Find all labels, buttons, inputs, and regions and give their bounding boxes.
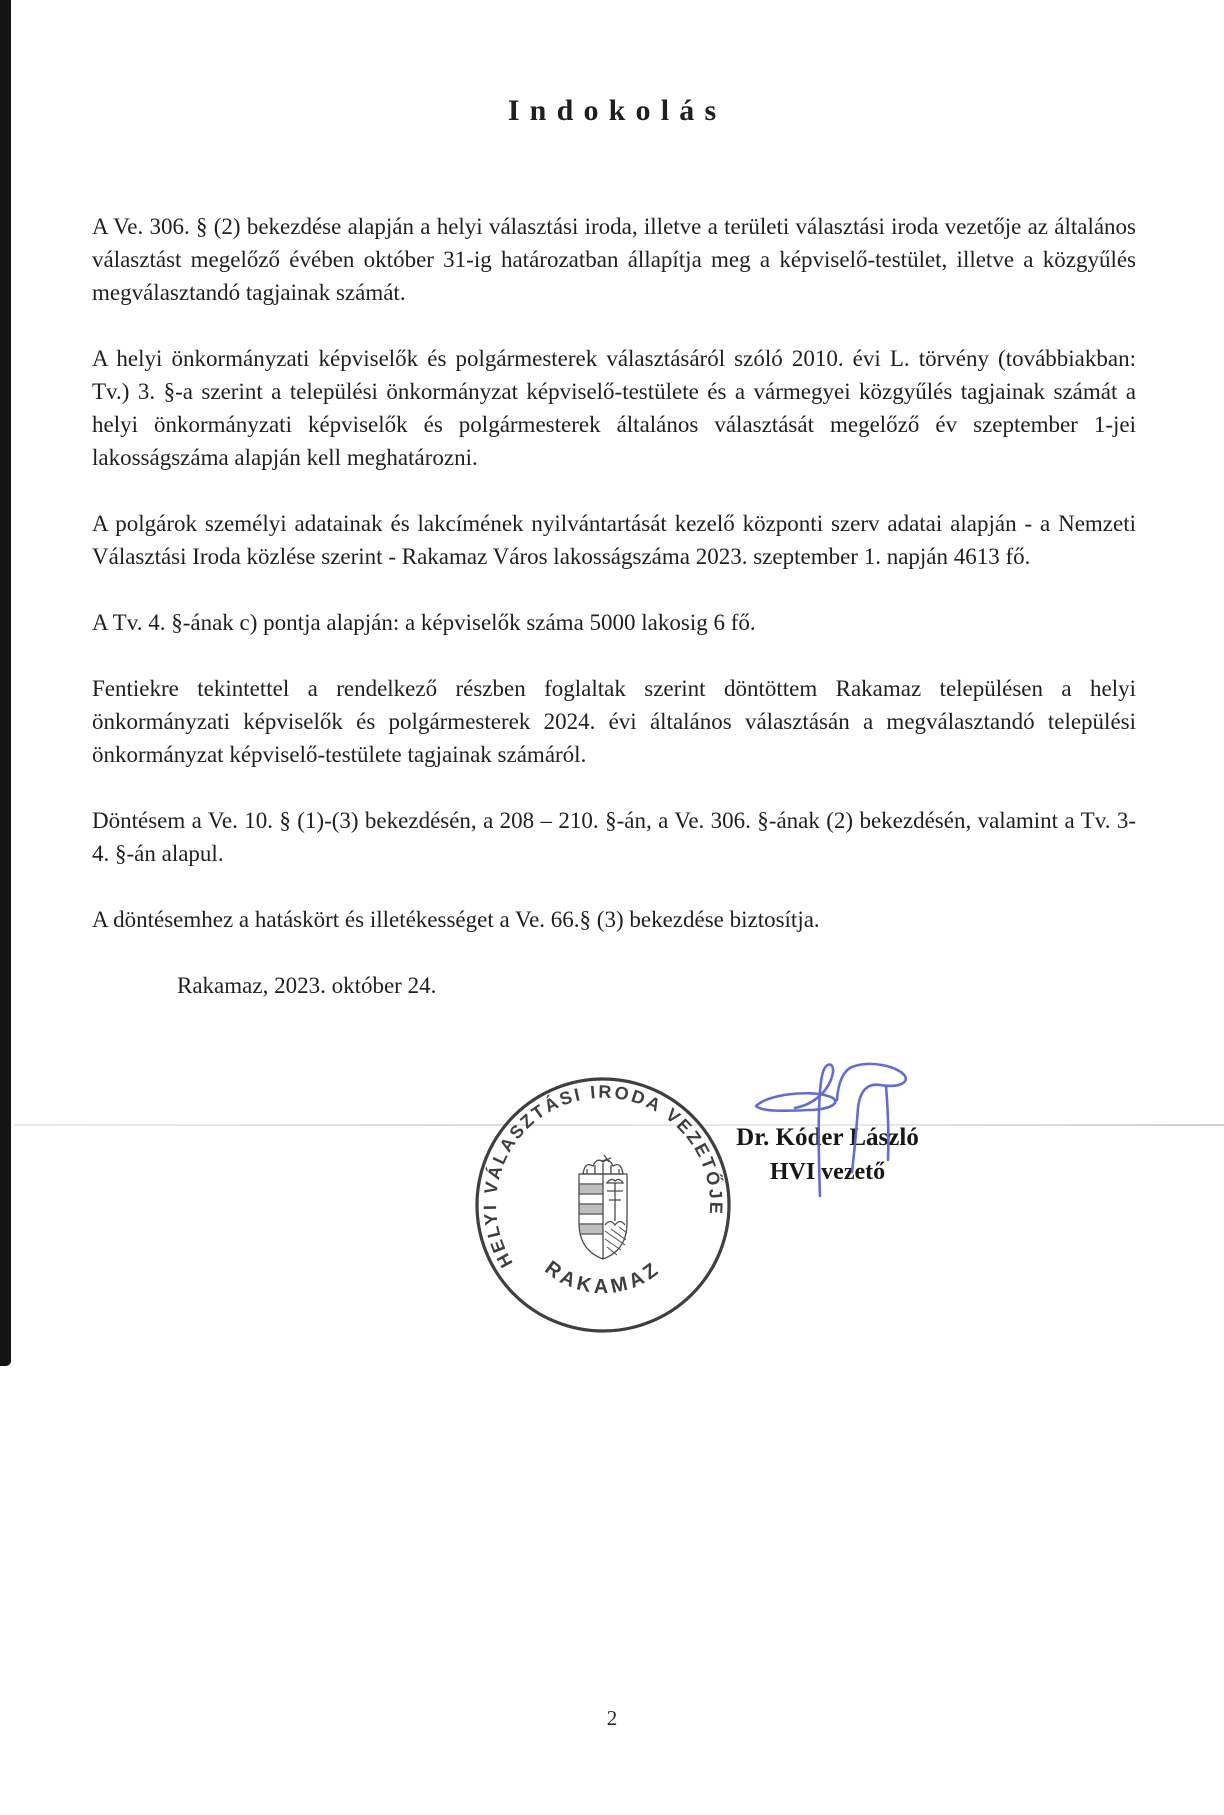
stamp-ring-text: HELYI VÁLASZTÁSI IRODA VEZETŐJE <box>480 1081 727 1272</box>
paragraph: A polgárok személyi adatainak és lakcímének nyilvántartását kezelő központi szerv adatai alapján - a Nemzeti Választási Iroda közlése szerint - Rakamaz Város lakosságszáma 2023. szeptember 1. napján 4613 fő. <box>92 511 1136 569</box>
paragraph: A Ve. 306. § (2) bekezdése alapján a helyi választási iroda, illetve a területi választási iroda vezetője az általános választást megelőző évében október 31-ig határozatban állapítja meg a képviselő-testület, illetve a közgyűlés megválasztandó tagjainak számát. <box>92 214 1136 305</box>
paragraph: A helyi önkormányzati képviselők és polgármesterek választásáról szóló 2010. évi L. törvény (továbbiakban: Tv.) 3. §-a szerint a települési önkormányzat képviselő-testülete és a vármegyei közgyűlés tagjainak számát a helyi önkormányzati képviselők és polgármesterek általános választását megelőző év szeptember 1-jei lakosságszáma alapján kell meghatározni. <box>92 346 1136 470</box>
paragraph: Fentiekre tekintettel a rendelkező részben foglaltak szerint döntöttem Rakamaz településen a helyi önkormányzati képviselők és polgármesterek 2024. évi általános választásán a megválasztandó települési önkormányzat képviselő-testülete tagjainak számáról. <box>92 676 1136 767</box>
svg-text:RAKAMAZ <box>541 1257 666 1298</box>
stamp-bottom-text: RAKAMAZ <box>540 1256 666 1299</box>
signer-name: Dr. Kóder László <box>736 1124 919 1151</box>
paragraph: A Tv. 4. §-ának c) pontja alapján: a képviselők száma 5000 lakosig 6 fő. <box>92 610 756 635</box>
dateline: Rakamaz, 2023. október 24. <box>177 973 437 998</box>
document-title: Indokolás <box>507 94 727 127</box>
official-round-stamp <box>471 1073 735 1337</box>
signature-block <box>720 1121 935 1189</box>
document-body <box>92 210 1136 1002</box>
hungarian-coat-of-arms-icon <box>579 1155 627 1259</box>
signer-role: HVI vezető <box>769 1159 886 1185</box>
scan-edge-artifact <box>0 0 11 1366</box>
paragraph: A döntésemhez a hatáskört és illetékességet a Ve. 66.§ (3) bekezdése biztosítja. <box>92 907 820 932</box>
page-number: 2 <box>606 1706 618 1730</box>
paragraph: Döntésem a Ve. 10. § (1)-(3) bekezdésén, a 208 – 210. §-án, a Ve. 306. §-ának (2) bekezdésén, valamint a Tv. 3-4. §-án alapul. <box>92 808 1136 866</box>
